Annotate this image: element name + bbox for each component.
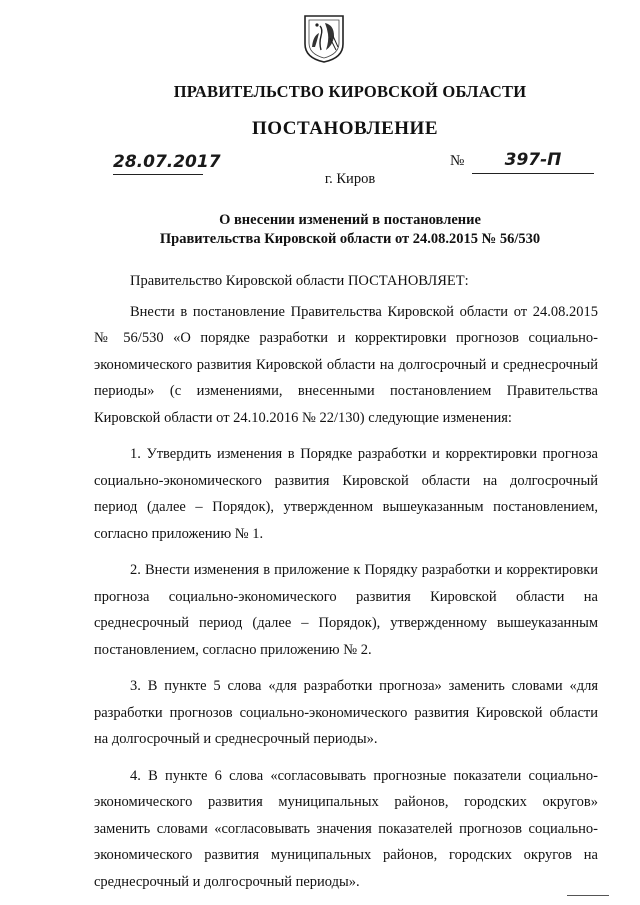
decree-number: 397-П <box>472 148 594 174</box>
number-label: № <box>450 153 465 169</box>
preamble: Правительство Кировской области ПОСТАНОВЛЯЕТ: <box>130 273 469 289</box>
list-item: 3. В пункте 5 слова «для разработки прогноза» заменить словами «для разработки прогнозов социально-экономического развития Кировской области на долгосрочный и среднесрочный периоды». <box>94 678 598 747</box>
decree-body <box>94 268 598 895</box>
list-item: 2. Внести изменения в приложение к Порядку разработки и корректировки прогноза социально-экономического развития Кировской области на среднесрочный период (далее – Порядок), утвержденному вышеуказанным постановлением, согласно приложению № 2. <box>94 562 598 658</box>
government-title: ПРАВИТЕЛЬСТВО КИРОВСКОЙ ОБЛАСТИ <box>173 82 527 101</box>
decree-subject <box>0 211 640 249</box>
footer-divider <box>567 895 609 896</box>
intro-paragraph: Внести в постановление Правительства Кировской области от 24.08.2015 № 56/530 «О порядке разработки и корректировки прогнозов социально-экономического развития Кировской области на долгосрочный и среднесрочный периоды» (с изменениями, внесенными постановлением Правительства Кировской области от 24.10.2016 № 22/130) следующие изменения: <box>94 303 598 426</box>
subject-line-1: О внесении изменений в постановление <box>219 212 481 228</box>
subject-line-2: Правительства Кировской области от 24.08.2015 № 56/530 <box>159 231 541 247</box>
city-label: г. Киров <box>324 171 376 187</box>
decree-type-title: ПОСТАНОВЛЕНИЕ <box>251 118 439 139</box>
list-item: 1. Утвердить изменения в Порядке разработки и корректировки прогноза социально-экономического развития Кировской области на долгосрочный период (далее – Порядок), утвержденном вышеуказанным постановлением, согласно приложению № 1. <box>94 446 598 542</box>
coat-of-arms-icon <box>303 14 345 64</box>
decree-date: 28.07.2017 <box>113 150 203 175</box>
list-item: 4. В пункте 6 слова «согласовывать прогнозные показатели социально-экономического развития муниципальных районов, городских округов» заменить словами «согласовывать значения показателей прогнозов социально-экономического развития муниципальных районов, городских округов на среднесрочный и долгосрочный периоды». <box>94 767 598 890</box>
